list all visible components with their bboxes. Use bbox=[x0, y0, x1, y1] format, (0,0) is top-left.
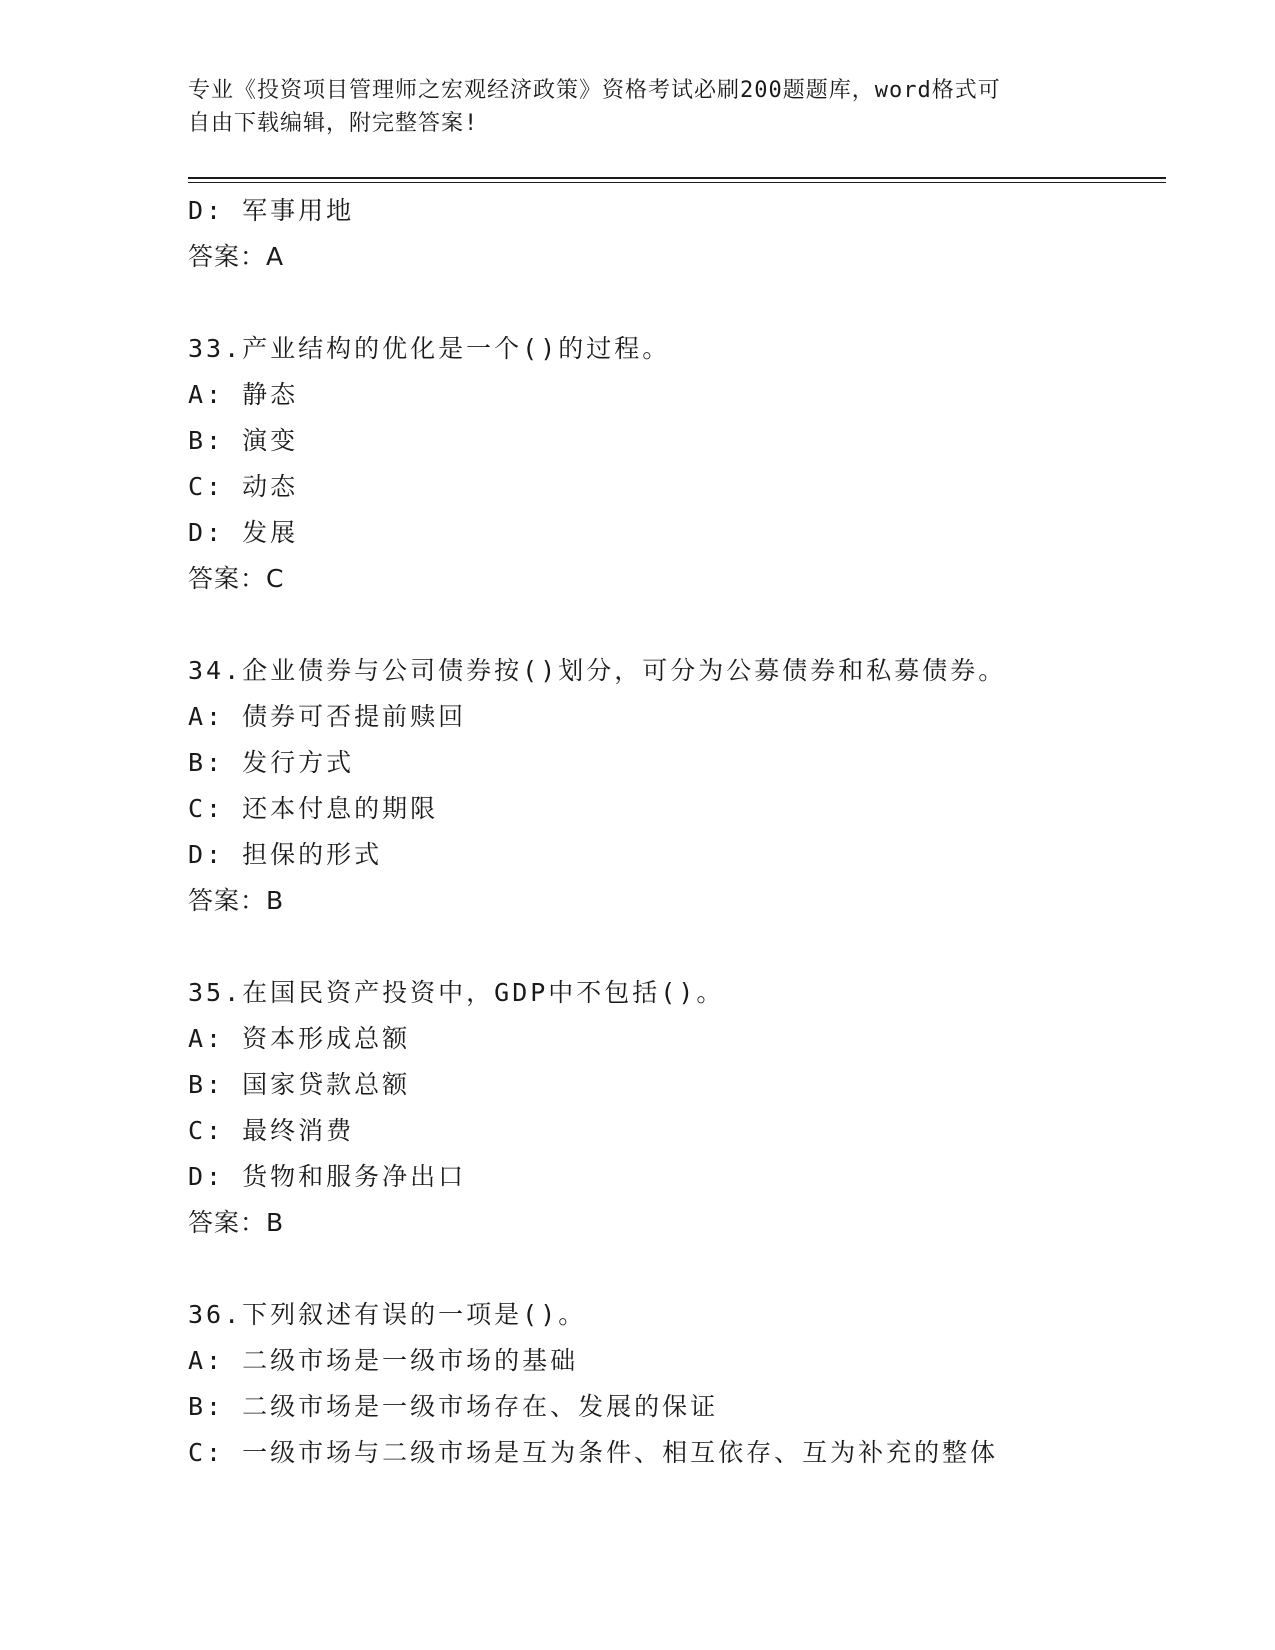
spacer bbox=[188, 280, 1168, 326]
header-rule-thin bbox=[188, 182, 1166, 183]
question-33 bbox=[188, 326, 1168, 602]
prev-answer: 答案：A bbox=[188, 242, 285, 271]
option-d: D: 发展 bbox=[188, 518, 299, 547]
option-a: A: 债券可否提前赎回 bbox=[188, 702, 467, 731]
answer: 答案：C bbox=[188, 564, 285, 593]
option-b: B: 发行方式 bbox=[188, 748, 355, 777]
header-rule-thick bbox=[188, 177, 1166, 179]
option-a: A: 静态 bbox=[188, 380, 299, 409]
option-c: C: 一级市场与二级市场是互为条件、相互依存、互为补充的整体 bbox=[188, 1438, 999, 1467]
question-stem: 33.产业结构的优化是一个()的过程。 bbox=[188, 334, 671, 363]
question-36 bbox=[188, 1292, 1168, 1476]
header-line-1: 专业《投资项目管理师之宏观经济政策》资格考试必刷200题题库，word格式可 bbox=[188, 78, 1001, 103]
answer: 答案：B bbox=[188, 886, 285, 915]
option-c: C: 还本付息的期限 bbox=[188, 794, 439, 823]
spacer bbox=[188, 924, 1168, 970]
option-a: A: 二级市场是一级市场的基础 bbox=[188, 1346, 579, 1375]
question-content bbox=[188, 188, 1168, 1476]
prev-option-d: D: 军事用地 bbox=[188, 196, 355, 225]
question-stem: 35.在国民资产投资中，GDP中不包括()。 bbox=[188, 978, 725, 1007]
spacer bbox=[188, 1246, 1168, 1292]
header-line-2: 自由下载编辑，附完整答案! bbox=[188, 111, 479, 136]
question-stem: 34.企业债券与公司债券按()划分，可分为公募债券和私募债券。 bbox=[188, 656, 1007, 685]
option-b: B: 演变 bbox=[188, 426, 299, 455]
option-d: D: 担保的形式 bbox=[188, 840, 383, 869]
document-header bbox=[188, 74, 1088, 140]
option-c: C: 最终消费 bbox=[188, 1116, 355, 1145]
option-c: C: 动态 bbox=[188, 472, 299, 501]
option-b: B: 国家贷款总额 bbox=[188, 1070, 411, 1099]
answer: 答案：B bbox=[188, 1208, 285, 1237]
option-a: A: 资本形成总额 bbox=[188, 1024, 411, 1053]
question-34 bbox=[188, 648, 1168, 924]
spacer bbox=[188, 602, 1168, 648]
question-35 bbox=[188, 970, 1168, 1246]
option-b: B: 二级市场是一级市场存在、发展的保证 bbox=[188, 1392, 719, 1421]
option-d: D: 货物和服务净出口 bbox=[188, 1162, 467, 1191]
question-stem: 36.下列叙述有误的一项是()。 bbox=[188, 1300, 587, 1329]
